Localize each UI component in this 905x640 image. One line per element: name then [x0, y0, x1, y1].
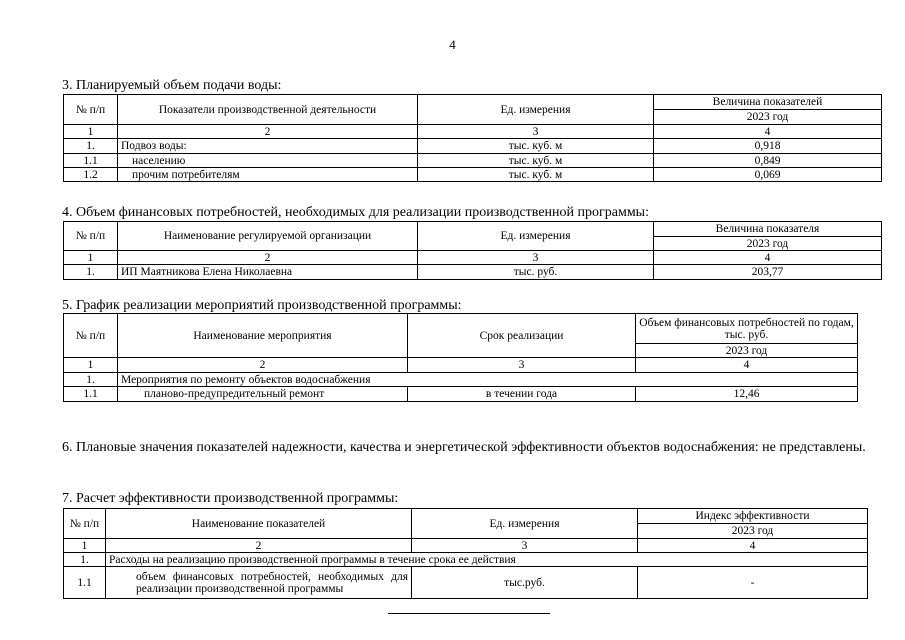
- column-number: 1: [64, 539, 106, 553]
- row-num: 1.2: [64, 168, 118, 182]
- column-number: 3: [418, 125, 654, 139]
- col-header-num: № п/п: [64, 222, 118, 251]
- row-value: 0,069: [654, 168, 882, 182]
- column-number: 4: [638, 539, 868, 553]
- col-header-term: Срок реализации: [408, 314, 636, 358]
- row-value: 203,77: [654, 265, 882, 280]
- page-number: 4: [449, 37, 456, 52]
- col-header-value: Величина показателя: [654, 222, 882, 237]
- row-value: 0,918: [654, 139, 882, 154]
- row-unit: тыс. куб. м: [418, 168, 654, 182]
- col-header-name: Наименование мероприятия: [118, 314, 408, 358]
- col-header-name: Наименование показателей: [106, 509, 412, 539]
- col-header-num: № п/п: [64, 314, 118, 358]
- section-4-title: 4. Объем финансовых потребностей, необходимых для реализации производственной программы:: [62, 205, 649, 220]
- table-row: [64, 265, 882, 280]
- col-header-unit: Ед. измерения: [418, 95, 654, 125]
- col-header-value: Объем финансовых потребностей по годам, тыс. руб.: [636, 314, 858, 344]
- column-number: 4: [654, 125, 882, 139]
- column-number: 1: [64, 251, 118, 265]
- row-name: объем финансовых потребностей, необходимых для реализации производственной программы: [106, 567, 412, 599]
- table-row: [64, 373, 858, 387]
- row-name: Подвоз воды:: [118, 139, 418, 154]
- column-number-row: [64, 539, 868, 553]
- footer-divider: [388, 613, 550, 614]
- row-name: прочим потребителям: [118, 168, 418, 182]
- section-5-title: 5. График реализации мероприятий производственной программы:: [62, 298, 462, 313]
- row-name: Расходы на реализацию производственной программы в течение срока ее действия: [106, 553, 868, 567]
- col-header-year: 2023 год: [654, 110, 882, 125]
- section-6-text: 6. Плановые значения показателей надежности, качества и энергетической эффективности объектов водоснабжения: не представлены.: [62, 440, 866, 455]
- table-row: [64, 139, 882, 154]
- column-number: 4: [636, 358, 858, 373]
- table-row: [64, 154, 882, 168]
- col-header-unit: Ед. измерения: [412, 509, 638, 539]
- financial-needs-table: [63, 221, 882, 280]
- row-num: 1.: [64, 139, 118, 154]
- table-row: [64, 567, 868, 599]
- column-number: 2: [118, 125, 418, 139]
- col-header-num: № п/п: [64, 95, 118, 125]
- column-number: 3: [418, 251, 654, 265]
- section-3-title: 3. Планируемый объем подачи воды:: [62, 78, 282, 93]
- col-header-value: Величина показателей: [654, 95, 882, 110]
- row-num: 1.1: [64, 567, 106, 599]
- row-unit: тыс. куб. м: [418, 154, 654, 168]
- row-value: 0,849: [654, 154, 882, 168]
- col-header-name: Показатели производственной деятельности: [118, 95, 418, 125]
- column-number-row: [64, 251, 882, 265]
- col-header-year: 2023 год: [654, 237, 882, 251]
- column-number-row: [64, 125, 882, 139]
- col-header-name: Наименование регулируемой организации: [118, 222, 418, 251]
- column-number: 2: [106, 539, 412, 553]
- row-name: населению: [118, 154, 418, 168]
- column-number: 3: [412, 539, 638, 553]
- row-unit: тыс.руб.: [412, 567, 638, 599]
- row-num: 1.1: [64, 387, 118, 402]
- column-number: 2: [118, 358, 408, 373]
- section-7-title: 7. Расчет эффективности производственной программы:: [62, 491, 399, 506]
- water-supply-table: [63, 94, 882, 182]
- row-name: планово-предупредительный ремонт: [118, 387, 408, 402]
- row-num: 1.: [64, 553, 106, 567]
- row-term: в течении года: [408, 387, 636, 402]
- column-number: 1: [64, 125, 118, 139]
- row-name: Мероприятия по ремонту объектов водоснабжения: [118, 373, 858, 387]
- row-value: 12,46: [636, 387, 858, 402]
- table-row: [64, 553, 868, 567]
- column-number: 4: [654, 251, 882, 265]
- row-unit: тыс. куб. м: [418, 139, 654, 154]
- row-unit: тыс. руб.: [418, 265, 654, 280]
- efficiency-table: [63, 508, 868, 599]
- column-number: 2: [118, 251, 418, 265]
- col-header-year: 2023 год: [638, 524, 868, 539]
- table-row: [64, 168, 882, 182]
- col-header-year: 2023 год: [636, 344, 858, 358]
- table-row: [64, 387, 858, 402]
- row-num: 1.: [64, 373, 118, 387]
- col-header-num: № п/п: [64, 509, 106, 539]
- schedule-table: [63, 313, 858, 402]
- row-name: ИП Маятникова Елена Николаевна: [118, 265, 418, 280]
- col-header-value: Индекс эффективности: [638, 509, 868, 524]
- column-number-row: [64, 358, 858, 373]
- row-num: 1.: [64, 265, 118, 280]
- row-value: -: [638, 567, 868, 599]
- column-number: 3: [408, 358, 636, 373]
- column-number: 1: [64, 358, 118, 373]
- col-header-unit: Ед. измерения: [418, 222, 654, 251]
- row-num: 1.1: [64, 154, 118, 168]
